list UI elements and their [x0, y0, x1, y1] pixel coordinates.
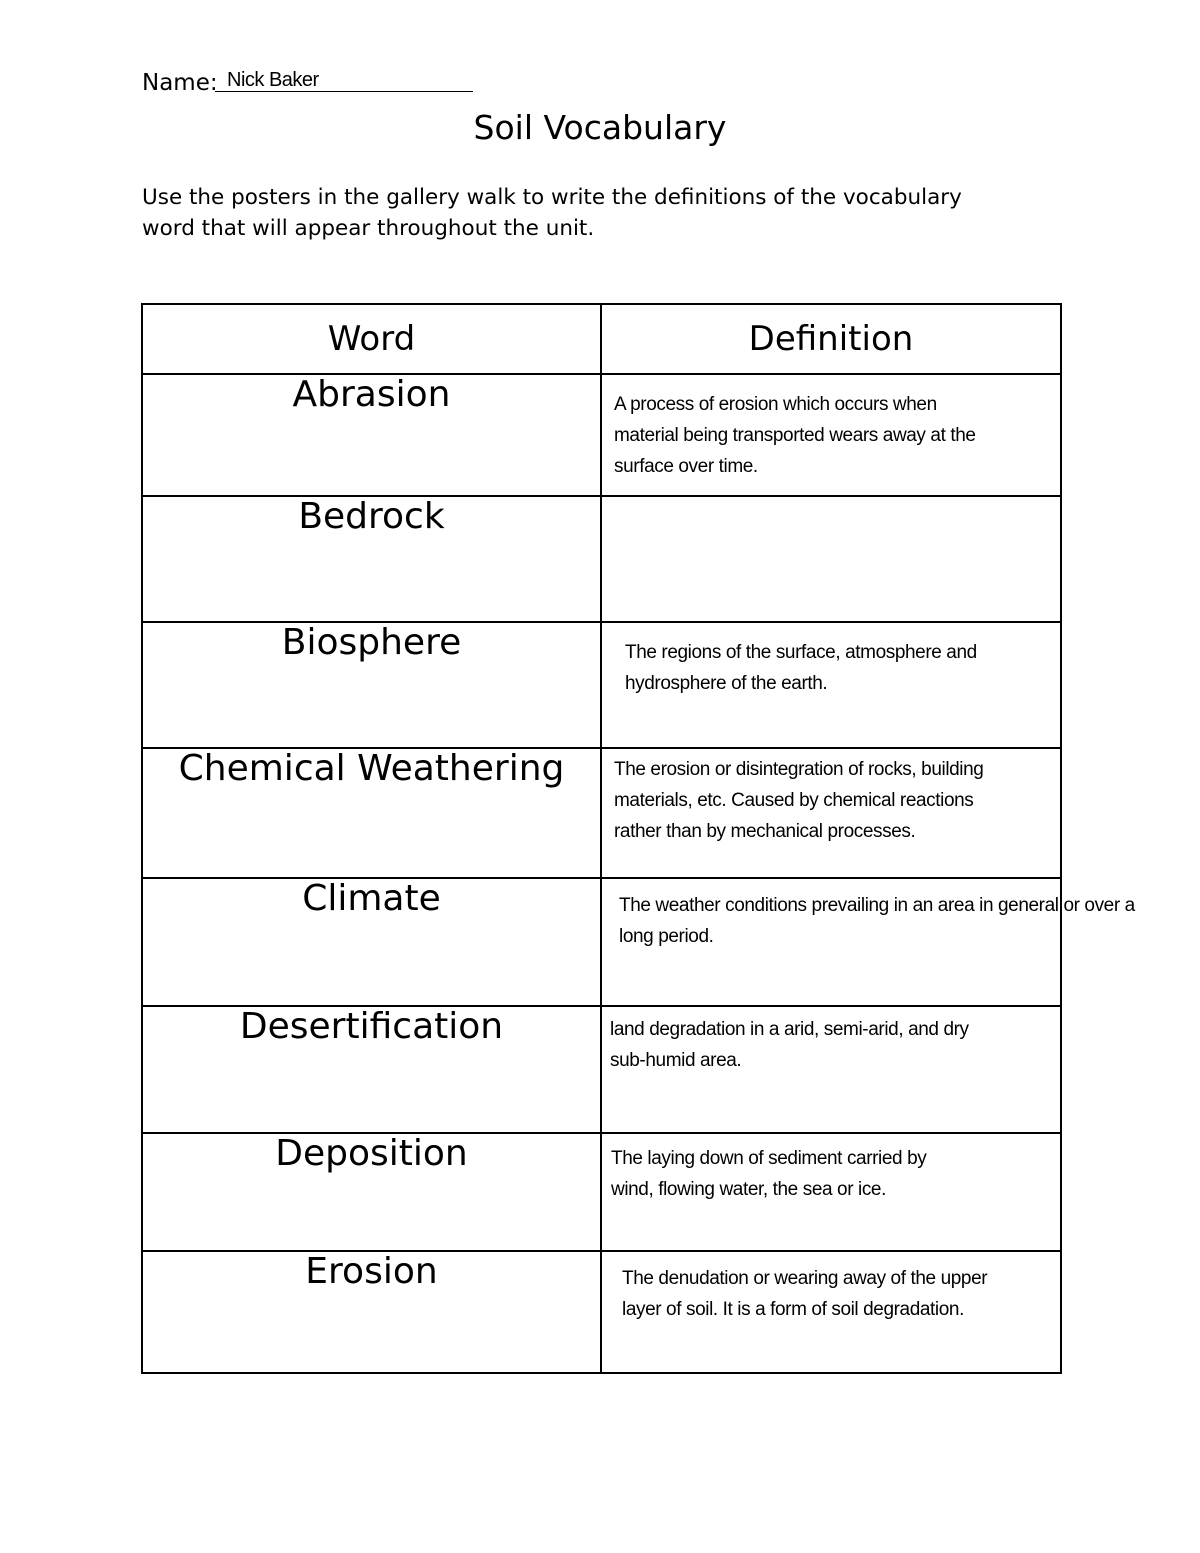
vocab-definition: [601, 374, 1061, 496]
definition-text: The laying down of sediment carried by wind, flowing water, the sea or ice.: [611, 1148, 927, 1200]
table-row: [142, 496, 1061, 622]
definition-text: The erosion or disintegration of rocks, building materials, etc. Caused by chemical reactions rather than by mechanical processes.: [614, 759, 984, 842]
table-row: [142, 622, 1061, 748]
student-name: Nick Baker: [227, 69, 319, 91]
definition-text: land degradation in a arid, semi-arid, and dry sub-humid area.: [610, 1019, 969, 1071]
table-row: [142, 1006, 1061, 1133]
table-row: [142, 1133, 1061, 1251]
definition-column-header: Definition: [601, 304, 1061, 374]
table-row: [142, 878, 1061, 1006]
vocabulary-table: [141, 303, 1135, 1374]
definition-text: The denudation or wearing away of the upper layer of soil. It is a form of soil degradation.: [622, 1268, 988, 1320]
vocab-word: Bedrock: [142, 496, 601, 622]
page-title: Soil Vocabulary: [473, 108, 727, 147]
vocab-definition: [601, 878, 1135, 1006]
vocab-definition: [601, 748, 1061, 878]
vocab-word: Climate: [142, 878, 601, 1006]
name-label: Name:: [142, 70, 218, 96]
definition-text: The weather conditions prevailing in an area in general or over a long period.: [619, 895, 1135, 947]
vocab-definition: [601, 496, 1061, 622]
vocab-word: Desertification: [142, 1006, 601, 1133]
instructions-text: Use the posters in the gallery walk to write the definitions of the vocabulary word that will appear throughout the unit.: [142, 185, 962, 241]
vocab-word: Erosion: [142, 1251, 601, 1373]
table-row: [142, 374, 1061, 496]
vocab-definition: [601, 1006, 1061, 1133]
vocab-definition: [601, 622, 1061, 748]
definition-text: A process of erosion which occurs when material being transported wears away at the surface over time.: [614, 394, 976, 477]
vocab-definition: [601, 1251, 1061, 1373]
table-header-row: [142, 304, 1061, 374]
table-row: [142, 748, 1061, 878]
definition-text: The regions of the surface, atmosphere and hydrosphere of the earth.: [625, 642, 977, 694]
word-column-header: Word: [142, 304, 601, 374]
vocab-word: Abrasion: [142, 374, 601, 496]
vocab-word: Deposition: [142, 1133, 601, 1251]
table-row: [142, 1251, 1061, 1373]
vocab-word: Biosphere: [142, 622, 601, 748]
vocab-word: Chemical Weathering: [142, 748, 601, 878]
vocab-definition: [601, 1133, 1061, 1251]
